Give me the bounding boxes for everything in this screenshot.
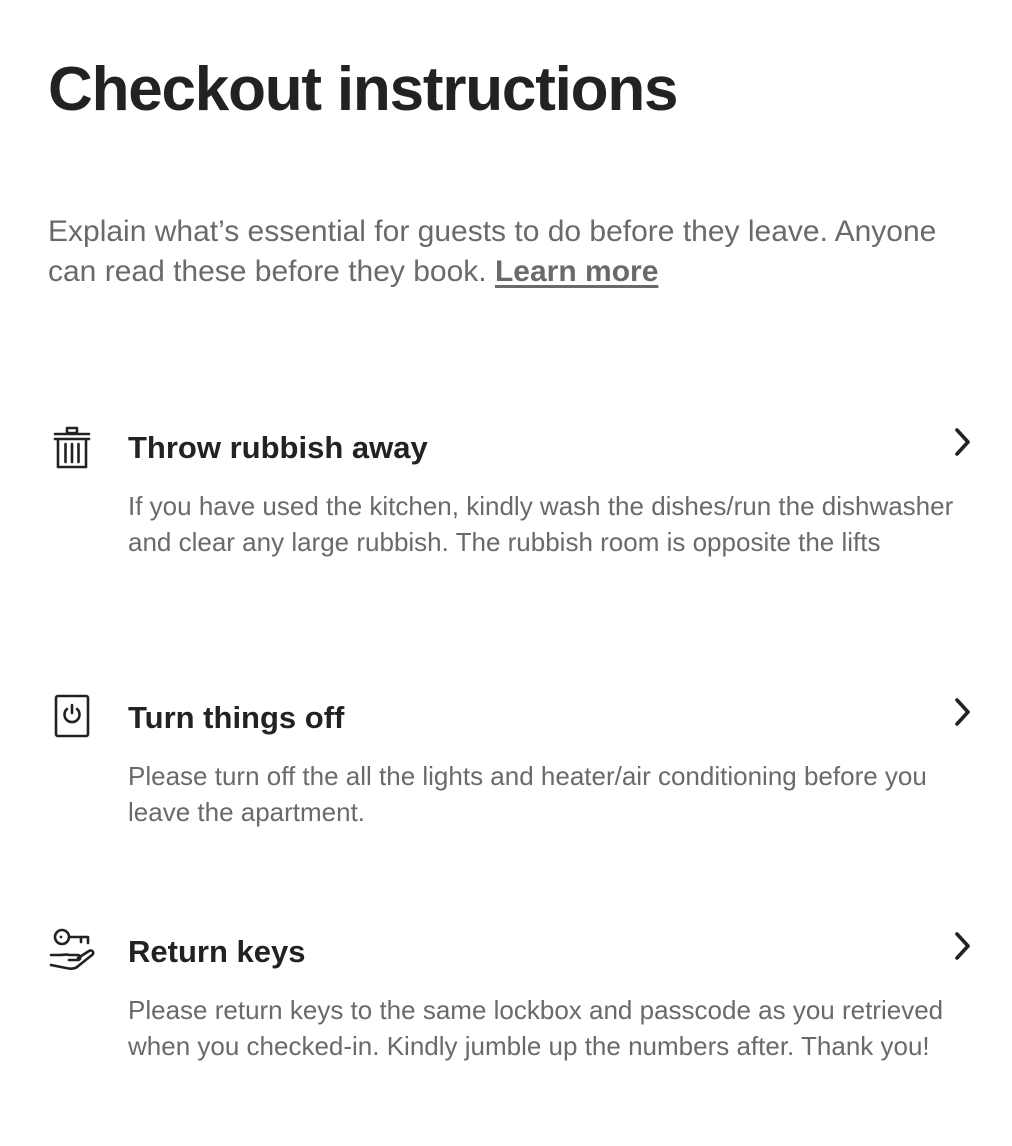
instruction-item-return-keys[interactable] [0,922,1012,1112]
item-description: Please return keys to the same lockbox and passcode as you retrieved when you checked-in. Kindly jumble up the numbers after. Thank you! [128,995,944,1061]
item-title: Turn things off [128,700,345,735]
chevron-right-icon[interactable] [946,694,978,730]
learn-more-link[interactable]: Learn more [494,255,659,288]
item-title: Return keys [128,934,306,969]
item-description: If you have used the kitchen, kindly wash the dishes/run the dishwasher and clear any large rubbish. The rubbish room is opposite the lifts [128,491,954,557]
power-switch-icon [48,692,96,740]
instruction-item-throw-rubbish[interactable] [0,418,1012,608]
page-title: Checkout instructions [48,55,678,124]
intro-text: Explain what’s essential for guests to do before they leave. Anyone can read these before they book. [48,215,937,288]
key-hand-icon [48,924,96,972]
intro-paragraph [48,212,948,292]
item-title: Throw rubbish away [128,430,428,465]
instruction-item-turn-things-off[interactable] [0,688,1012,838]
trash-icon [48,424,96,472]
item-description: Please turn off the all the lights and heater/air conditioning before you leave the apartment. [128,761,927,827]
chevron-right-icon[interactable] [946,928,978,964]
chevron-right-icon[interactable] [946,424,978,460]
